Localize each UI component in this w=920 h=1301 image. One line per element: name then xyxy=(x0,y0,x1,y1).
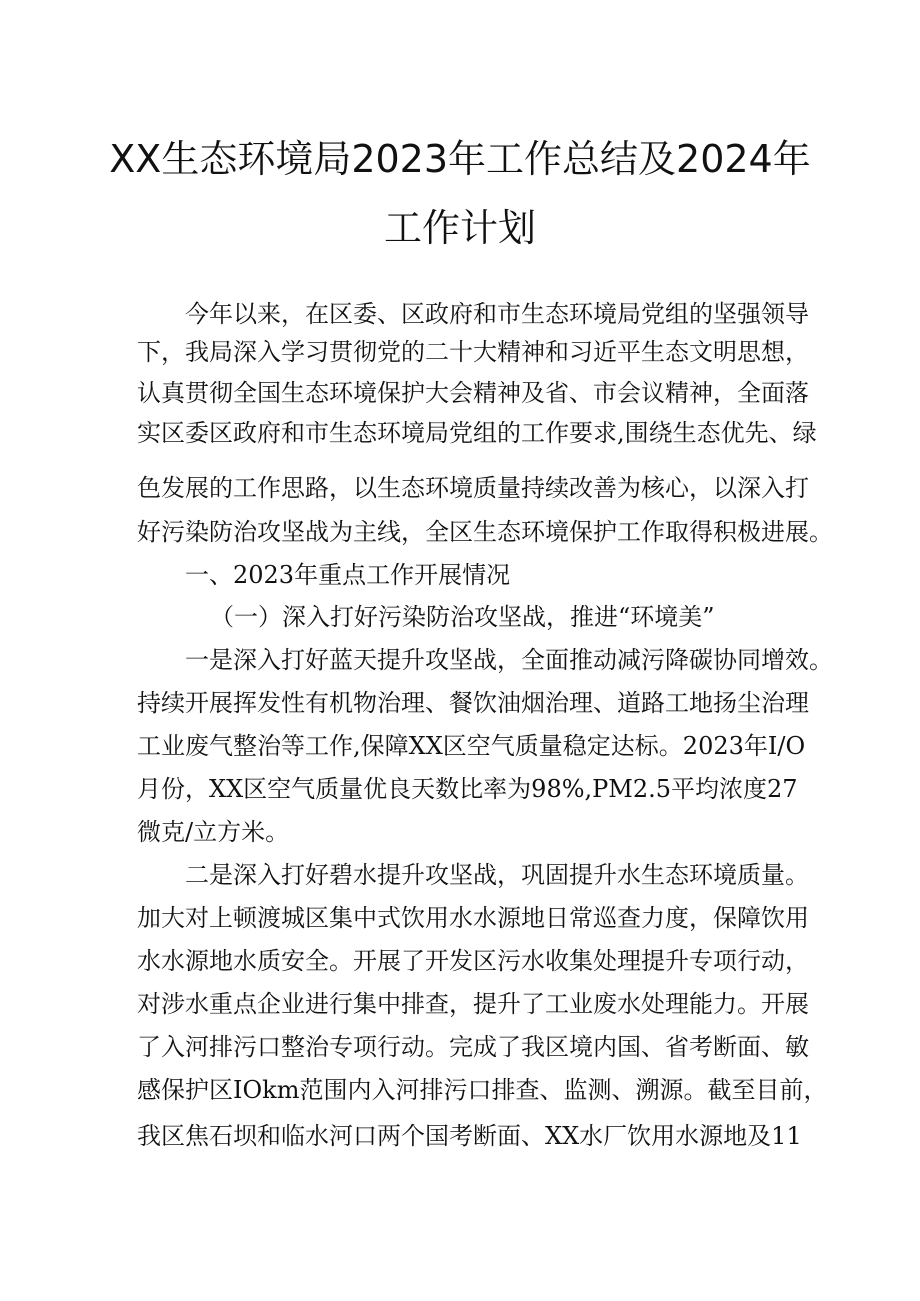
paragraph-line: 好污染防治攻坚战为主线，全区生态环境保护工作取得积极进展。 xyxy=(137,518,833,546)
paragraph-line: 一是深入打好蓝天提升攻坚战，全面推动减污降碳协同增效。 xyxy=(185,646,833,674)
paragraph-line: 了入河排污口整治专项行动。完成了我区境内国、省考断面、敏 xyxy=(137,1033,809,1061)
paragraph-line: 色发展的工作思路，以生态环境质量持续改善为核心，以深入打 xyxy=(137,474,809,502)
section-heading: 一、2023年重点工作开展情况 xyxy=(185,561,511,589)
paragraph-line: 加大对上顿渡城区集中式饮用水水源地日常巡查力度，保障饮用 xyxy=(137,904,809,932)
paragraph-line: 二是深入打好碧水提升攻坚战，巩固提升水生态环境质量。 xyxy=(185,861,809,889)
paragraph-line: 水水源地水质安全。开展了开发区污水收集处理提升专项行动， xyxy=(137,947,809,975)
document-title-line-1: XX生态环境局2023年工作总结及2024年 xyxy=(109,137,811,181)
paragraph-line: 微克/立方米。 xyxy=(137,818,290,846)
paragraph-line: 感保护区IOkm范围内入河排污口排查、监测、溯源。截至目前， xyxy=(137,1076,828,1104)
paragraph-line: 持续开展挥发性有机物治理、餐饮油烟治理、道路工地扬尘治理 xyxy=(137,689,809,717)
paragraph-line: 今年以来，在区委、区政府和市生态环境局党组的坚强领导 xyxy=(185,300,809,328)
subsection-heading: （一）深入打好污染防治攻坚战，推进“环境美” xyxy=(210,603,715,631)
paragraph-line: 我区焦石坝和临水河口两个国考断面、XX水厂饮用水源地及11 xyxy=(137,1122,802,1150)
paragraph-line: 月份，XX区空气质量优良天数比率为98%,PM2.5平均浓度27 xyxy=(137,775,798,803)
paragraph-line: 对涉水重点企业进行集中排查，提升了工业废水处理能力。开展 xyxy=(137,990,809,1018)
paragraph-line: 工业废气整治等工作,保障XX区空气质量稳定达标。2023年I/O xyxy=(137,732,806,760)
paragraph-line: 认真贯彻全国生态环境保护大会精神及省、市会议精神，全面落 xyxy=(137,379,809,407)
paragraph-line: 下，我局深入学习贯彻党的二十大精神和习近平生态文明思想， xyxy=(137,338,809,366)
document-title-line-2: 工作计划 xyxy=(383,206,536,250)
paragraph-line: 实区委区政府和市生态环境局党组的工作要求,围绕生态优先、绿 xyxy=(137,419,817,447)
